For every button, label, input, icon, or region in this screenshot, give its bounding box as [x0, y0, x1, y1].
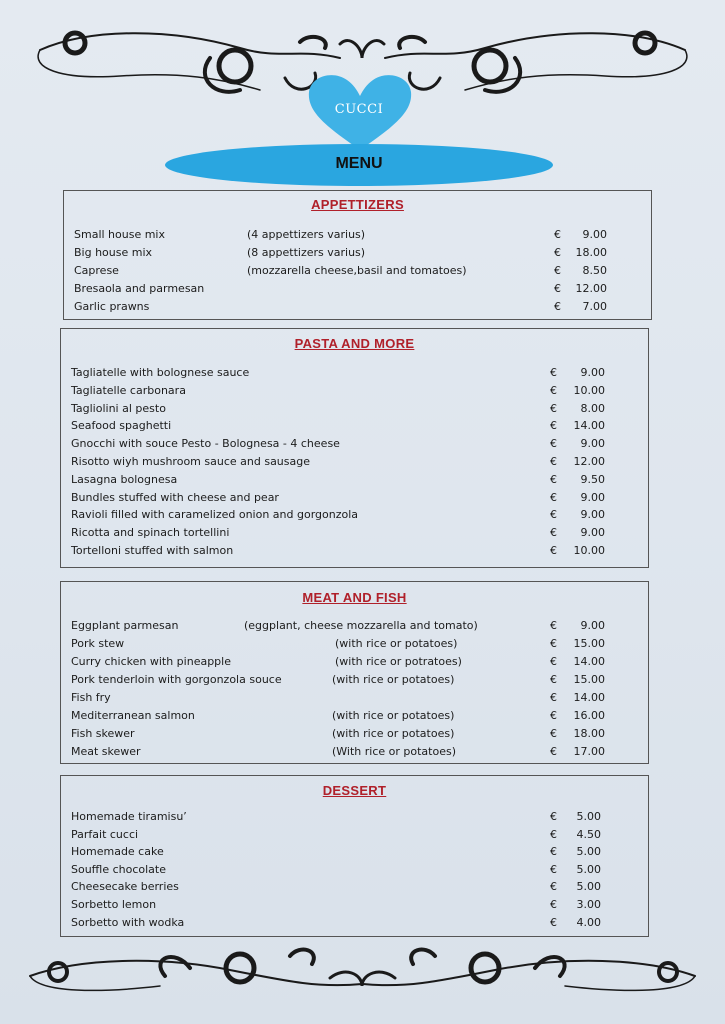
- menu-item-row: [61, 453, 648, 471]
- currency-symbol: €: [554, 282, 561, 295]
- menu-item-row: [61, 843, 648, 861]
- menu-item-price: 5.00: [576, 862, 601, 876]
- menu-item-row: [61, 743, 648, 761]
- menu-item-description: (with rice or potratoes): [335, 655, 462, 668]
- menu-item-name: Small house mix: [74, 228, 165, 241]
- menu-item-price: 9.00: [580, 366, 605, 379]
- menu-item-name: Fish skewer: [71, 727, 135, 740]
- currency-symbol: €: [550, 845, 557, 859]
- menu-item-row: [61, 861, 648, 879]
- dessert-section: [60, 775, 649, 937]
- menu-item-name: Tagliatelle with bolognese sauce: [71, 366, 250, 379]
- menu-item-price: 10.00: [573, 383, 605, 397]
- menu-item-price: 17.00: [573, 745, 605, 758]
- currency-symbol: €: [550, 827, 557, 841]
- menu-item-row: [61, 878, 648, 896]
- menu-item-price: 14.00: [573, 655, 605, 668]
- menu-item-price: 9.00: [582, 228, 607, 241]
- menu-item-row: [61, 808, 648, 826]
- menu-item-row: [61, 471, 648, 489]
- currency-symbol: €: [550, 880, 557, 894]
- menu-item-name: Pork stew: [71, 637, 125, 650]
- menu-item-price: 4.50: [576, 827, 601, 841]
- menu-item-price: 15.00: [573, 673, 605, 686]
- menu-item-price: 5.00: [576, 810, 601, 823]
- menu-item-name: Tortelloni stuffed with salmon: [71, 544, 234, 557]
- menu-item-row: [61, 617, 648, 635]
- currency-symbol: €: [550, 691, 557, 704]
- menu-item-row: [61, 489, 648, 507]
- menu-item-row: [64, 298, 651, 316]
- menu-item-name: Cheesecake berries: [71, 880, 179, 894]
- menu-item-price: 8.00: [580, 401, 605, 415]
- menu-item-name: Caprese: [74, 264, 119, 277]
- bottom-scroll-ornament: [0, 938, 725, 1008]
- currency-symbol: €: [550, 655, 557, 668]
- appetizers-section: [63, 190, 652, 320]
- currency-symbol: €: [550, 862, 557, 876]
- menu-item-row: [61, 689, 648, 707]
- menu-item-row: [61, 400, 648, 418]
- menu-item-description: (4 appettizers varius): [247, 228, 366, 241]
- menu-item-description: (with rice or potatoes): [332, 727, 455, 740]
- currency-symbol: €: [550, 508, 557, 522]
- menu-item-price: 5.00: [576, 845, 601, 859]
- menu-item-name: Fish fry: [71, 691, 111, 704]
- menu-item-row: [64, 280, 651, 298]
- menu-item-row: [61, 524, 648, 542]
- currency-symbol: €: [550, 637, 557, 650]
- menu-item-row: [61, 826, 648, 844]
- currency-symbol: €: [554, 246, 561, 259]
- menu-item-name: Gnocchi with souce Pesto - Bolognesa - 4 cheese: [71, 437, 340, 451]
- menu-item-row: [61, 506, 648, 524]
- currency-symbol: €: [550, 810, 557, 823]
- menu-item-description: (8 appettizers varius): [247, 246, 366, 259]
- menu-title: MENU: [335, 155, 383, 172]
- menu-item-name: Bundles stuffed with cheese and pear: [71, 490, 279, 504]
- currency-symbol: €: [550, 490, 557, 504]
- menu-item-price: 14.00: [573, 691, 605, 704]
- menu-item-price: 9.50: [580, 472, 605, 486]
- brand-name: CUCCI: [334, 102, 384, 117]
- menu-item-price: 12.00: [575, 282, 607, 295]
- menu-item-row: [61, 671, 648, 689]
- menu-item-name: Eggplant parmesan: [71, 619, 179, 632]
- menu-item-price: 7.00: [582, 300, 607, 313]
- currency-symbol: €: [554, 300, 561, 313]
- menu-item-price: 8.50: [582, 264, 607, 277]
- meat-fish-section: [60, 581, 649, 764]
- currency-symbol: €: [554, 228, 561, 241]
- menu-item-row: [61, 542, 648, 560]
- currency-symbol: €: [550, 745, 557, 758]
- menu-item-price: 18.00: [575, 246, 607, 259]
- currency-symbol: €: [550, 383, 557, 397]
- menu-item-row: [61, 435, 648, 453]
- menu-item-name: Big house mix: [74, 246, 153, 259]
- menu-item-name: Meat skewer: [71, 745, 141, 758]
- menu-item-row: [64, 244, 651, 262]
- menu-item-price: 9.00: [580, 508, 605, 522]
- menu-item-price: 9.00: [580, 619, 605, 632]
- menu-item-price: 9.00: [580, 490, 605, 504]
- menu-item-name: Homemade tiramisu’: [71, 810, 187, 823]
- menu-item-price: 5.00: [576, 880, 601, 894]
- menu-item-row: [61, 896, 648, 914]
- menu-item-row: [61, 635, 648, 653]
- menu-item-name: Bresaola and parmesan: [74, 282, 205, 295]
- menu-item-price: 4.00: [576, 915, 601, 929]
- menu-item-name: Ricotta and spinach tortellini: [71, 526, 230, 540]
- menu-item-name: Garlic prawns: [74, 300, 150, 313]
- menu-item-description: (with rice or potatoes): [332, 673, 455, 686]
- menu-item-name: Curry chicken with pineapple: [71, 655, 231, 668]
- currency-symbol: €: [550, 419, 557, 433]
- menu-item-price: 18.00: [573, 727, 605, 740]
- currency-symbol: €: [550, 709, 557, 722]
- menu-item-description: (with rice or potatoes): [332, 709, 455, 722]
- menu-item-row: [64, 226, 651, 244]
- menu-item-description: (With rice or potatoes): [332, 745, 457, 758]
- menu-item-description: (mozzarella cheese,basil and tomatoes): [247, 264, 467, 277]
- menu-item-name: Souffle chocolate: [71, 862, 166, 876]
- menu-item-name: Tagliolini al pesto: [71, 401, 166, 415]
- menu-item-row: [61, 382, 648, 400]
- menu-item-price: 14.00: [573, 419, 605, 433]
- currency-symbol: €: [550, 455, 557, 468]
- menu-item-price: 16.00: [573, 709, 605, 722]
- menu-item-price: 15.00: [573, 637, 605, 650]
- appetizers-title: APPETTIZERS: [311, 197, 404, 212]
- menu-item-name: Tagliatelle carbonara: [71, 383, 186, 397]
- pasta-title: PASTA AND MORE: [294, 336, 415, 351]
- menu-item-name: Pork tenderloin with gorgonzola souce: [71, 673, 282, 686]
- currency-symbol: €: [550, 915, 557, 929]
- menu-item-price: 3.00: [576, 898, 601, 911]
- currency-symbol: €: [550, 472, 557, 486]
- menu-item-name: Ravioli filled with caramelized onion and gorgonzola: [71, 508, 359, 522]
- menu-item-price: 9.00: [580, 437, 605, 451]
- currency-symbol: €: [550, 401, 557, 415]
- menu-item-name: Seafood spaghetti: [71, 419, 172, 433]
- menu-item-name: Lasagna bolognesa: [71, 472, 178, 486]
- menu-item-name: Sorbetto with wodka: [71, 915, 185, 929]
- menu-item-row: [61, 653, 648, 671]
- menu-item-price: 9.00: [580, 526, 605, 540]
- currency-symbol: €: [550, 366, 557, 379]
- menu-item-name: Homemade cake: [71, 845, 164, 859]
- menu-item-row: [61, 707, 648, 725]
- currency-symbol: €: [554, 264, 561, 277]
- currency-symbol: €: [550, 526, 557, 540]
- currency-symbol: €: [550, 437, 557, 451]
- currency-symbol: €: [550, 898, 557, 911]
- pasta-section: [60, 328, 649, 568]
- menu-item-description: (eggplant, cheese mozzarella and tomato): [244, 619, 478, 632]
- menu-item-name: Parfait cucci: [71, 827, 139, 841]
- menu-item-row: [61, 417, 648, 435]
- meat-fish-title: MEAT AND FISH: [302, 590, 407, 605]
- menu-item-name: Risotto wiyh mushroom sauce and sausage: [71, 455, 310, 468]
- menu-item-row: [61, 364, 648, 382]
- menu-item-row: [61, 725, 648, 743]
- currency-symbol: €: [550, 727, 557, 740]
- menu-item-price: 10.00: [573, 544, 605, 557]
- currency-symbol: €: [550, 673, 557, 686]
- menu-item-row: [61, 914, 648, 932]
- dessert-title: DESSERT: [322, 783, 387, 798]
- menu-item-name: Mediterranean salmon: [71, 709, 195, 722]
- currency-symbol: €: [550, 619, 557, 632]
- currency-symbol: €: [550, 544, 557, 557]
- menu-item-name: Sorbetto lemon: [71, 898, 157, 911]
- menu-item-price: 12.00: [573, 455, 605, 468]
- menu-item-description: (with rice or potatoes): [335, 637, 458, 650]
- menu-item-row: [64, 262, 651, 280]
